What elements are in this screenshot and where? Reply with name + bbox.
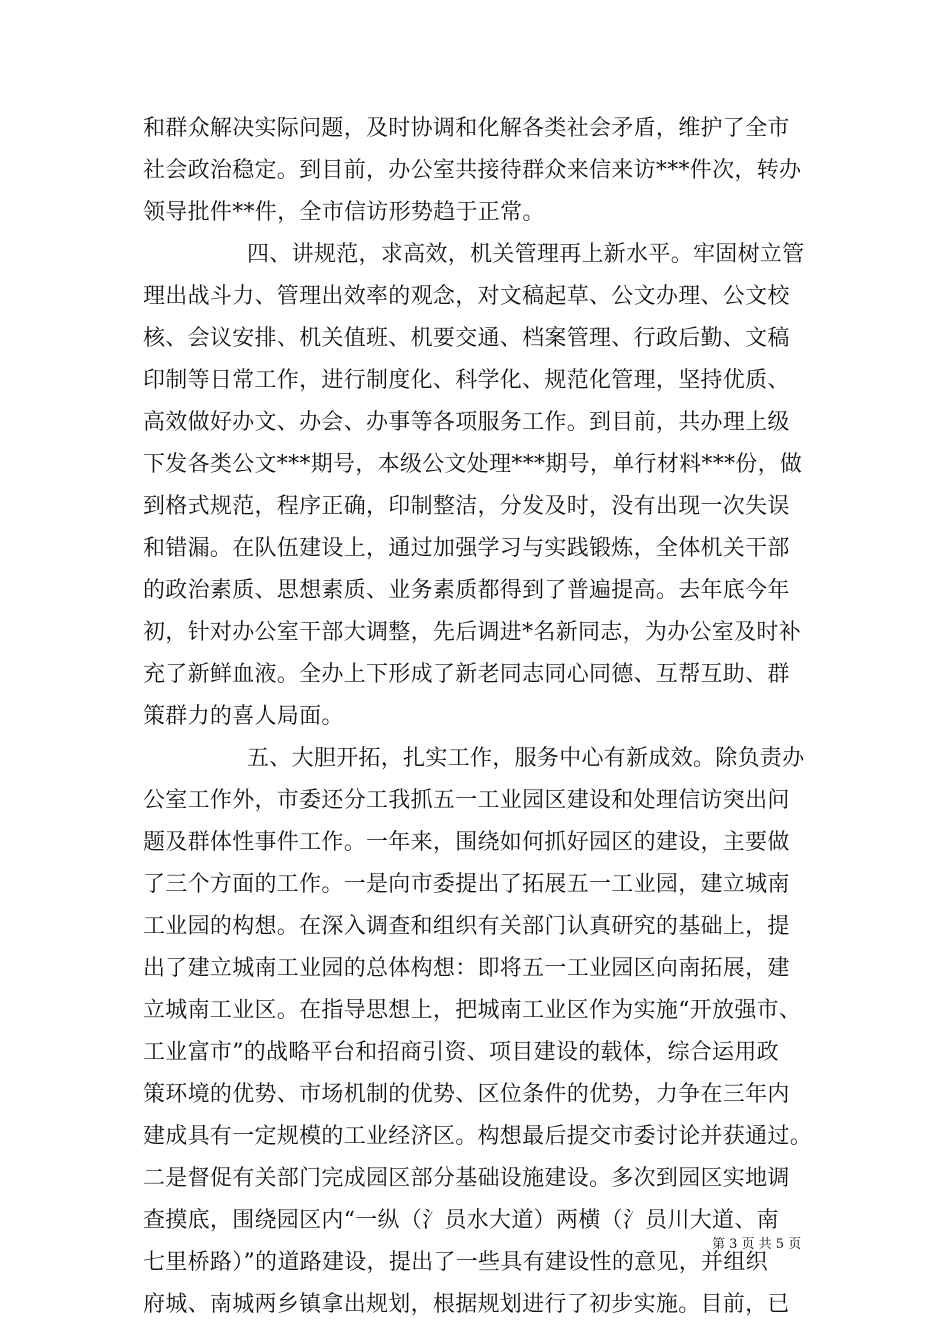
text-line: 出了建立城南工业园的总体构想：即将五一工业园区向南拓展，建 xyxy=(143,956,790,981)
text-line: 高效做好办文、办会、办事等各项服务工作。到目前，共办理上级 xyxy=(143,410,790,435)
text-line: 和群众解决实际问题，及时协调和化解各类社会矛盾，维护了全市 xyxy=(143,116,790,141)
page-number-footer: 第 3 页 共 5 页 xyxy=(712,1237,802,1252)
text-line: 下发各类公文***期号，本级公文处理***期号，单行材料***份，做 xyxy=(143,452,803,477)
text-line: 初，针对办公室干部大调整，先后调进*名新同志，为办公室及时补 xyxy=(143,620,802,645)
text-line: 了三个方面的工作。一是向市委提出了拓展五一工业园，建立城南 xyxy=(143,872,790,897)
text-line: 七里桥路）”的道路建设，提出了一些具有建设性的意见，并组织 xyxy=(143,1250,768,1275)
text-line: 工业富市”的战略平台和招商引资、项目建设的载体，综合运用政 xyxy=(143,1040,779,1065)
paragraph-heading-line: 四、讲规范，求高效，机关管理再上新水平。牢固树立管 xyxy=(247,242,805,267)
text-line: 府城、南城两乡镇拿出规划，根据规划进行了初步实施。目前，已 xyxy=(143,1292,790,1317)
text-line: 领导批件**件，全市信访形势趋于正常。 xyxy=(143,200,545,225)
text-line: 策环境的优势、市场机制的优势、区位条件的优势，力争在三年内 xyxy=(143,1082,790,1107)
text-line: 充了新鲜血液。全办上下形成了新老同志同心同德、互帮互助、群 xyxy=(143,662,790,687)
text-line: 二是督促有关部门完成园区部分基础设施建设。多次到园区实地调 xyxy=(143,1166,790,1191)
text-line: 公室工作外，市委还分工我抓五一工业园区建设和处理信访突出问 xyxy=(143,788,790,813)
paragraph-heading-line: 五、大胆开拓，扎实工作，服务中心有新成效。除负责办 xyxy=(247,746,805,771)
text-line: 核、会议安排、机关值班、机要交通、档案管理、行政后勤、文稿 xyxy=(143,326,790,351)
text-line: 和错漏。在队伍建设上，通过加强学习与实践锻炼，全体机关干部 xyxy=(143,536,790,561)
text-line: 题及群体性事件工作。一年来，围绕如何抓好园区的建设，主要做 xyxy=(143,830,790,855)
text-line: 查摸底，围绕园区内“一纵（氵员水大道）两横（氵员川大道、南 xyxy=(143,1208,779,1233)
text-line: 建成具有一定规模的工业经济区。构想最后提交市委讨论并获通过。 xyxy=(143,1124,813,1149)
text-line: 策群力的喜人局面。 xyxy=(143,704,344,729)
text-line: 工业园的构想。在深入调查和组织有关部门认真研究的基础上，提 xyxy=(143,914,790,939)
text-line: 立城南工业区。在指导思想上，把城南工业区作为实施“开放强市、 xyxy=(143,998,802,1023)
text-line: 印制等日常工作，进行制度化、科学化、规范化管理，坚持优质、 xyxy=(143,368,790,393)
text-line: 的政治素质、思想素质、业务素质都得到了普遍提高。去年底今年 xyxy=(143,578,790,603)
text-line: 到格式规范，程序正确，印制整洁，分发及时，没有出现一次失误 xyxy=(143,494,790,519)
text-line: 理出战斗力、管理出效率的观念，对文稿起草、公文办理、公文校 xyxy=(143,284,790,309)
text-line: 社会政治稳定。到目前，办公室共接待群众来信来访***件次，转办 xyxy=(143,158,802,183)
